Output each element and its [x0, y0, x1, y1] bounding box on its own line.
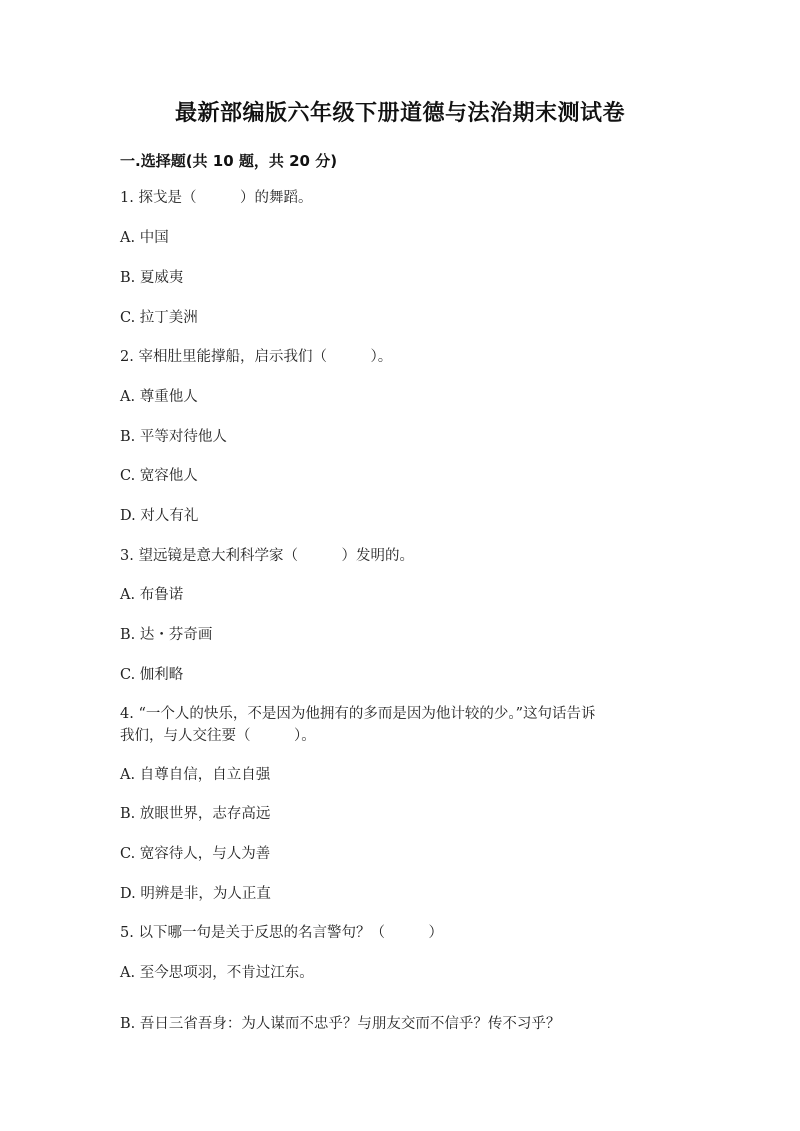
question-3-option-a: A. 布鲁诺: [120, 587, 184, 603]
question-4-option-a: A. 自尊自信，自立自强: [120, 767, 271, 783]
question-1-option-a: A. 中国: [120, 230, 169, 246]
question-3-option-c: C. 伽利略: [120, 667, 184, 683]
question-5-stem: 5. 以下哪一句是关于反思的名言警句？（ ）: [120, 925, 443, 941]
question-2-option-c: C. 宽容他人: [120, 468, 198, 484]
section-heading: 一.选择题(共 10 题，共 20 分): [120, 152, 338, 170]
page-title: 最新部编版六年级下册道德与法治期末测试卷: [174, 101, 625, 126]
question-2-option-b: B. 平等对待他人: [120, 429, 227, 445]
question-4-stem-line-2: 我们，与人交往要（ ）。: [120, 728, 316, 744]
question-4-option-c: C. 宽容待人，与人为善: [120, 846, 271, 862]
question-4-option-b: B. 放眼世界，志存高远: [120, 806, 271, 822]
question-5-option-a: A. 至今思项羽，不肯过江东。: [120, 965, 314, 981]
question-1-option-b: B. 夏威夷: [120, 270, 184, 286]
question-2-stem: 2. 宰相肚里能撑船，启示我们（ ）。: [120, 349, 393, 365]
question-1-option-c: C. 拉丁美洲: [120, 310, 198, 326]
question-3-option-b: B. 达・芬奇画: [120, 627, 213, 643]
question-3-stem: 3. 望远镜是意大利科学家（ ）发明的。: [120, 548, 414, 564]
question-5-option-b: B. 吾日三省吾身：为人谋而不忠乎？与朋友交而不信乎？传不习乎？: [120, 1016, 561, 1032]
question-4-option-d: D. 明辨是非，为人正直: [120, 886, 271, 902]
question-4-stem-line-1: 4. “一个人的快乐，不是因为他拥有的多而是因为他计较的少。”这句话告诉: [120, 706, 596, 722]
question-2-option-a: A. 尊重他人: [120, 389, 198, 405]
question-1-stem: 1. 探戈是（ ）的舞蹈。: [120, 190, 313, 206]
question-2-option-d: D. 对人有礼: [120, 508, 199, 524]
